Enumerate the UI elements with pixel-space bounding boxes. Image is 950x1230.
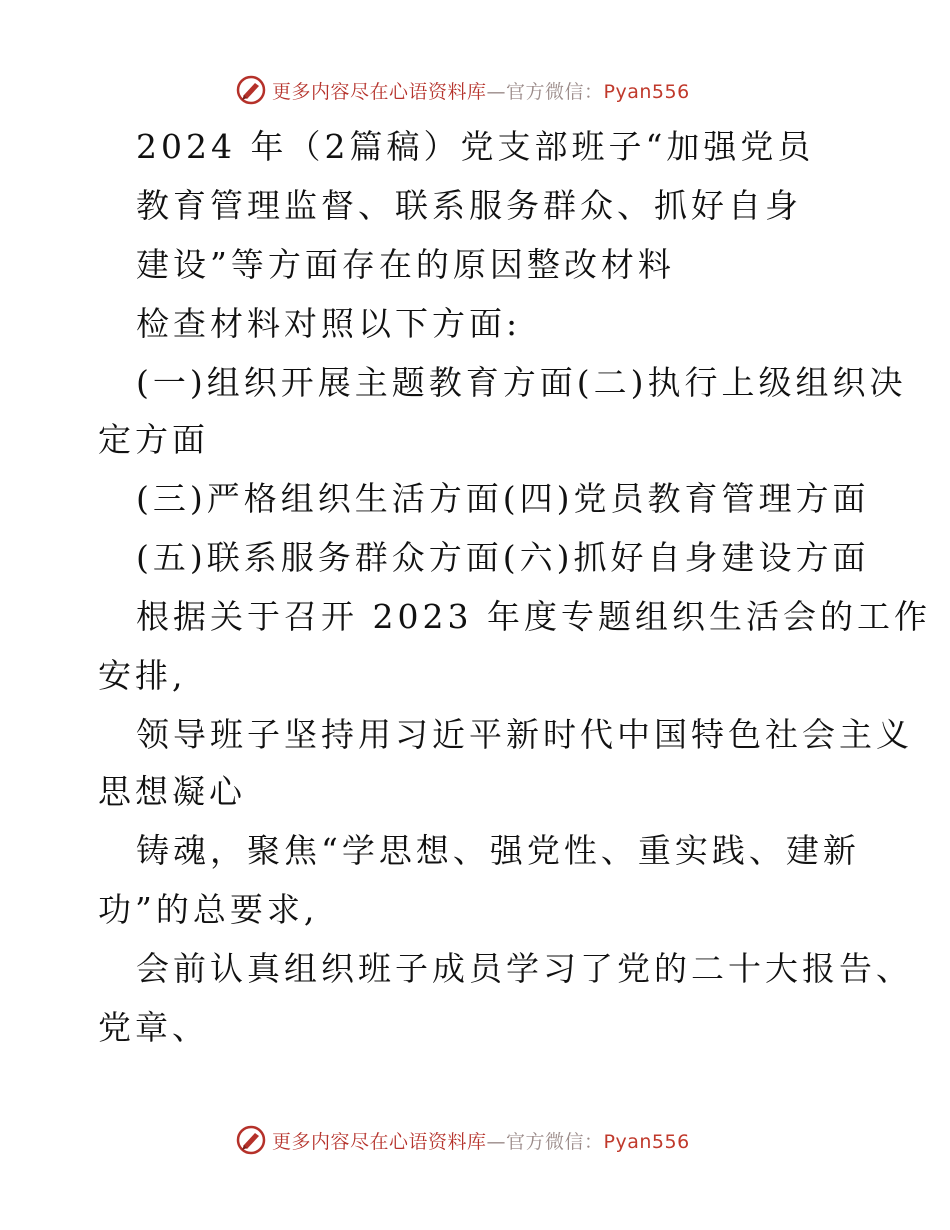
paragraph-line: 安排, bbox=[98, 656, 187, 695]
paragraph-line: (三)严格组织生活方面(四)党员教育管理方面 bbox=[136, 479, 870, 518]
paragraph-line: 铸魂，聚焦“学思想、强党性、重实践、建新 bbox=[136, 831, 860, 870]
paragraph-line: 思想凝心 bbox=[98, 772, 246, 811]
paragraph-line: 检查材料对照以下方面: bbox=[136, 304, 522, 343]
paragraph-line: 领导班子坚持用习近平新时代中国特色社会主义 bbox=[136, 715, 913, 754]
title-line-3: 建设”等方面存在的原因整改材料 bbox=[136, 245, 675, 284]
header-separator: — bbox=[486, 80, 507, 103]
footer-banner bbox=[236, 1123, 690, 1157]
paragraph-line: (一)组织开展主题教育方面(二)执行上级组织决 bbox=[136, 363, 907, 402]
paragraph-line: 定方面 bbox=[98, 420, 209, 459]
header-wechat-label: 官方微信： bbox=[506, 80, 604, 103]
header-source-text: 更多内容尽在心语资料库 bbox=[272, 80, 487, 103]
title-line-2: 教育管理监督、联系服务群众、抓好自身 bbox=[136, 186, 802, 225]
header-banner bbox=[236, 73, 690, 107]
pen-logo-icon bbox=[236, 1125, 266, 1155]
footer-source-text: 更多内容尽在心语资料库 bbox=[272, 1130, 487, 1153]
footer-separator: — bbox=[486, 1130, 507, 1153]
pen-logo-icon bbox=[236, 75, 266, 105]
title-line-1: 2024 年（2篇稿）党支部班子“加强党员 bbox=[136, 127, 815, 166]
paragraph-line: 党章、 bbox=[98, 1008, 209, 1047]
footer-wechat-label: 官方微信： bbox=[506, 1130, 604, 1153]
paragraph-line: 根据关于召开 2023 年度专题组织生活会的工作 bbox=[136, 597, 931, 636]
paragraph-line: 会前认真组织班子成员学习了党的二十大报告、 bbox=[136, 949, 913, 988]
paragraph-line: (五)联系服务群众方面(六)抓好自身建设方面 bbox=[136, 538, 870, 577]
paragraph-line: 功”的总要求, bbox=[98, 890, 319, 929]
footer-wechat-id: Pyan556 bbox=[603, 1130, 690, 1153]
header-wechat-id: Pyan556 bbox=[603, 80, 690, 103]
